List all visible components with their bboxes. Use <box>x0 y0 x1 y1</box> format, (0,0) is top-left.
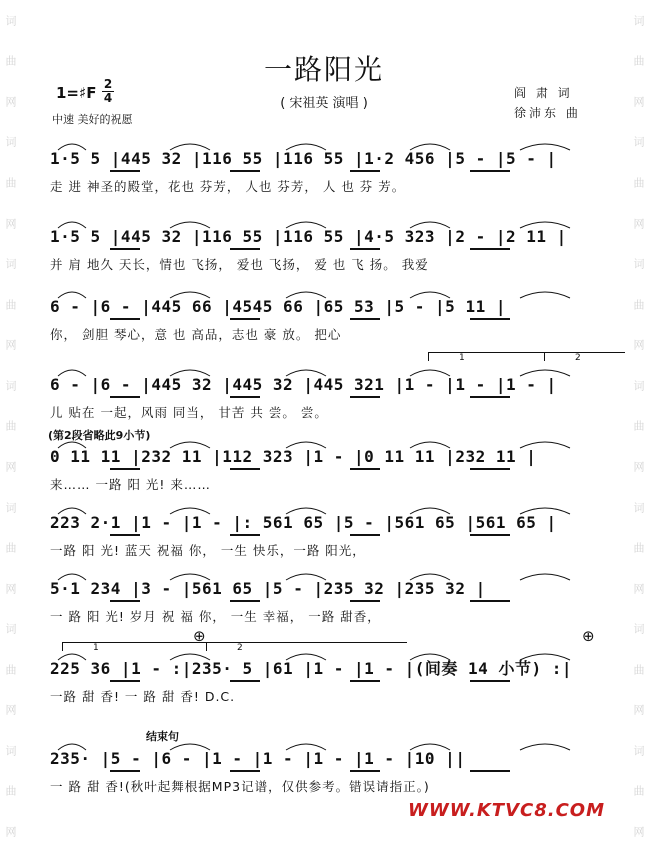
beam-underline <box>470 534 510 536</box>
beam-underline <box>470 248 510 250</box>
lyric-line: 并 肩 地久 天长，情也 飞扬， 爱也 飞扬， 爱 也 飞 扬。 我爱 <box>50 257 429 272</box>
watermark-char: 网 <box>632 460 645 472</box>
watermark-char: 网 <box>632 95 645 107</box>
watermark-char: 网 <box>4 460 17 472</box>
notation-line: 1·5 5 |445 32 |116 55 |116 55 |1·2 456 |5 - |5 - | <box>50 149 557 168</box>
beam-underline <box>110 318 140 320</box>
beam-underline <box>350 600 380 602</box>
watermark-char: 词 <box>4 258 17 270</box>
beam-underline <box>350 534 380 536</box>
beam-underline <box>110 680 140 682</box>
beam-underline <box>110 770 140 772</box>
beam-underline <box>110 468 140 470</box>
watermark-char: 词 <box>632 258 645 270</box>
song-title: 一路阳光 <box>263 53 384 86</box>
watermark-char: 曲 <box>4 420 17 432</box>
watermark-char: 词 <box>632 501 645 513</box>
watermark-char: 词 <box>632 744 645 756</box>
lyric-line: 一路 阳 光! 蓝天 祝福 你， 一生 快乐，一路 阳光， <box>50 543 366 558</box>
time-signature-bottom: 4 <box>103 91 113 105</box>
score-row <box>50 220 610 284</box>
watermark-char: 曲 <box>4 177 17 189</box>
watermark-char: 词 <box>632 14 645 26</box>
watermark-char: 网 <box>4 704 17 716</box>
lyric-line: 一路 甜 香! 一 路 甜 香! D.C. <box>50 689 236 704</box>
watermark-char: 词 <box>4 744 17 756</box>
watermark-char: 网 <box>632 217 645 229</box>
watermark-char: 曲 <box>632 55 645 67</box>
score-row <box>50 652 610 716</box>
notation-line: 0 11 11 |232 11 |112 323 |1 - |0 11 11 |232 11 | <box>50 447 537 466</box>
volta-number: 1 <box>459 353 465 363</box>
notation-line: 5·1 234 |3 - |561 65 |5 - |235 32 |235 32 | <box>50 579 486 598</box>
beam-underline <box>470 468 510 470</box>
watermark-char: 曲 <box>4 298 17 310</box>
beam-underline <box>470 600 510 602</box>
beam-underline <box>230 396 260 398</box>
lyricist-credit: 阎 肃 词 <box>514 86 573 100</box>
beam-underline <box>230 170 260 172</box>
watermark-char: 曲 <box>632 663 645 675</box>
notation-line: 6 - |6 - |445 32 |445 32 |445 321 |1 - |1 - |1 - | <box>50 375 557 394</box>
watermark-char: 词 <box>4 14 17 26</box>
beam-underline <box>230 534 260 536</box>
watermark-char: 网 <box>632 582 645 594</box>
score-row <box>50 368 610 432</box>
watermark-char: 词 <box>632 136 645 148</box>
volta-number: 2 <box>237 643 243 653</box>
score-row <box>50 290 610 354</box>
watermark-char: 曲 <box>632 785 645 797</box>
watermark-char: 网 <box>632 826 645 838</box>
watermark-char: 曲 <box>4 542 17 554</box>
notation-line: 6 - |6 - |445 66 |4545 66 |65 53 |5 - |5 11 | <box>50 297 506 316</box>
notation-line: 1·5 5 |445 32 |116 55 |116 55 |4·5 323 |2 - |2 11 | <box>50 227 567 246</box>
beam-underline <box>350 770 380 772</box>
beam-underline <box>230 770 260 772</box>
beam-underline <box>470 170 510 172</box>
watermark-char: 曲 <box>632 542 645 554</box>
watermark-char: 曲 <box>632 298 645 310</box>
beam-underline <box>350 680 380 682</box>
watermark-char: 网 <box>4 95 17 107</box>
watermark-char: 词 <box>4 501 17 513</box>
singer-credit: ( 宋祖英 演唱 ) <box>280 96 368 111</box>
beam-underline <box>350 396 380 398</box>
notation-line: 223 2·1 |1 - |1 - |: 561 65 |5 - |561 65 |561 65 | <box>50 513 557 532</box>
beam-underline <box>110 600 140 602</box>
watermark-char: 网 <box>4 826 17 838</box>
coda-sign-right: ⊕ <box>582 627 595 645</box>
watermark-char: 网 <box>4 339 17 351</box>
notation-line: 235· |5 - |6 - |1 - |1 - |1 - |1 - |10 || <box>50 749 466 768</box>
beam-underline <box>230 600 260 602</box>
watermark-left <box>3 0 17 852</box>
lyric-line: 一 路 阳 光! 岁月 祝 福 你， 一生 幸福， 一路 甜香， <box>50 609 381 624</box>
beam-underline <box>350 248 380 250</box>
score-row <box>50 572 610 636</box>
watermark-char: 网 <box>632 704 645 716</box>
beam-underline <box>230 318 260 320</box>
beam-underline <box>230 680 260 682</box>
notation-line: 225 36 |1 - :|235· 5 |61 |1 - |1 - |(间奏 14 小节) :| <box>50 659 572 678</box>
beam-underline <box>110 170 140 172</box>
lyric-line: 走 进 神圣的殿堂，花也 芬芳， 人也 芬芳， 人 也 芬 芳。 <box>50 179 406 194</box>
beam-underline <box>350 170 380 172</box>
time-signature <box>101 78 115 105</box>
beam-underline <box>110 396 140 398</box>
watermark-char: 曲 <box>632 177 645 189</box>
beam-underline <box>110 534 140 536</box>
watermark-char: 词 <box>4 136 17 148</box>
watermark-char: 曲 <box>4 55 17 67</box>
score-row <box>50 142 610 206</box>
volta-2-row4 <box>544 352 625 361</box>
site-watermark: WWW.KTVC8.COM <box>408 800 605 821</box>
beam-underline <box>470 770 510 772</box>
beam-underline <box>230 248 260 250</box>
score-row <box>50 506 610 570</box>
watermark-char: 曲 <box>4 663 17 675</box>
lyric-line: 儿 贴在 一起，风雨 同当， 甘苦 共 尝。 尝。 <box>50 405 328 420</box>
watermark-right <box>631 0 645 852</box>
lyric-line: 一 路 甜 香!(秋叶起舞根据MP3记谱，仅供参考。错误请指正。) <box>50 779 430 794</box>
watermark-char: 词 <box>632 379 645 391</box>
watermark-char: 曲 <box>4 785 17 797</box>
volta-number: 2 <box>575 353 581 363</box>
omit-note: (第2段省略此9小节) <box>48 429 151 442</box>
beam-underline <box>230 468 260 470</box>
volta-2-row8 <box>206 642 407 651</box>
time-signature-top: 2 <box>103 77 113 91</box>
watermark-char: 网 <box>4 582 17 594</box>
lyric-line: 来…… 一路 阳 光! 来…… <box>50 477 211 492</box>
coda-sign-left: ⊕ <box>193 627 206 645</box>
tempo-marking: 中速 美好的祝愿 <box>52 113 133 126</box>
score-row <box>50 742 610 806</box>
watermark-char: 网 <box>632 339 645 351</box>
beam-underline <box>470 396 510 398</box>
volta-number: 1 <box>93 643 99 653</box>
watermark-char: 词 <box>632 623 645 635</box>
beam-underline <box>110 248 140 250</box>
beam-underline <box>350 468 380 470</box>
beam-underline <box>350 318 380 320</box>
ending-label: 结束句 <box>146 730 179 743</box>
beam-underline <box>470 318 510 320</box>
watermark-char: 曲 <box>632 420 645 432</box>
key-signature: 1=♯F <box>56 84 97 102</box>
watermark-char: 词 <box>4 623 17 635</box>
watermark-char: 网 <box>4 217 17 229</box>
composer-credit: 徐沛东 曲 <box>514 106 581 120</box>
beam-underline <box>470 680 510 682</box>
score-row <box>50 440 610 504</box>
lyric-line: 你， 剑胆 琴心，意 也 高品，志也 豪 放。 把心 <box>50 327 342 342</box>
watermark-char: 词 <box>4 379 17 391</box>
